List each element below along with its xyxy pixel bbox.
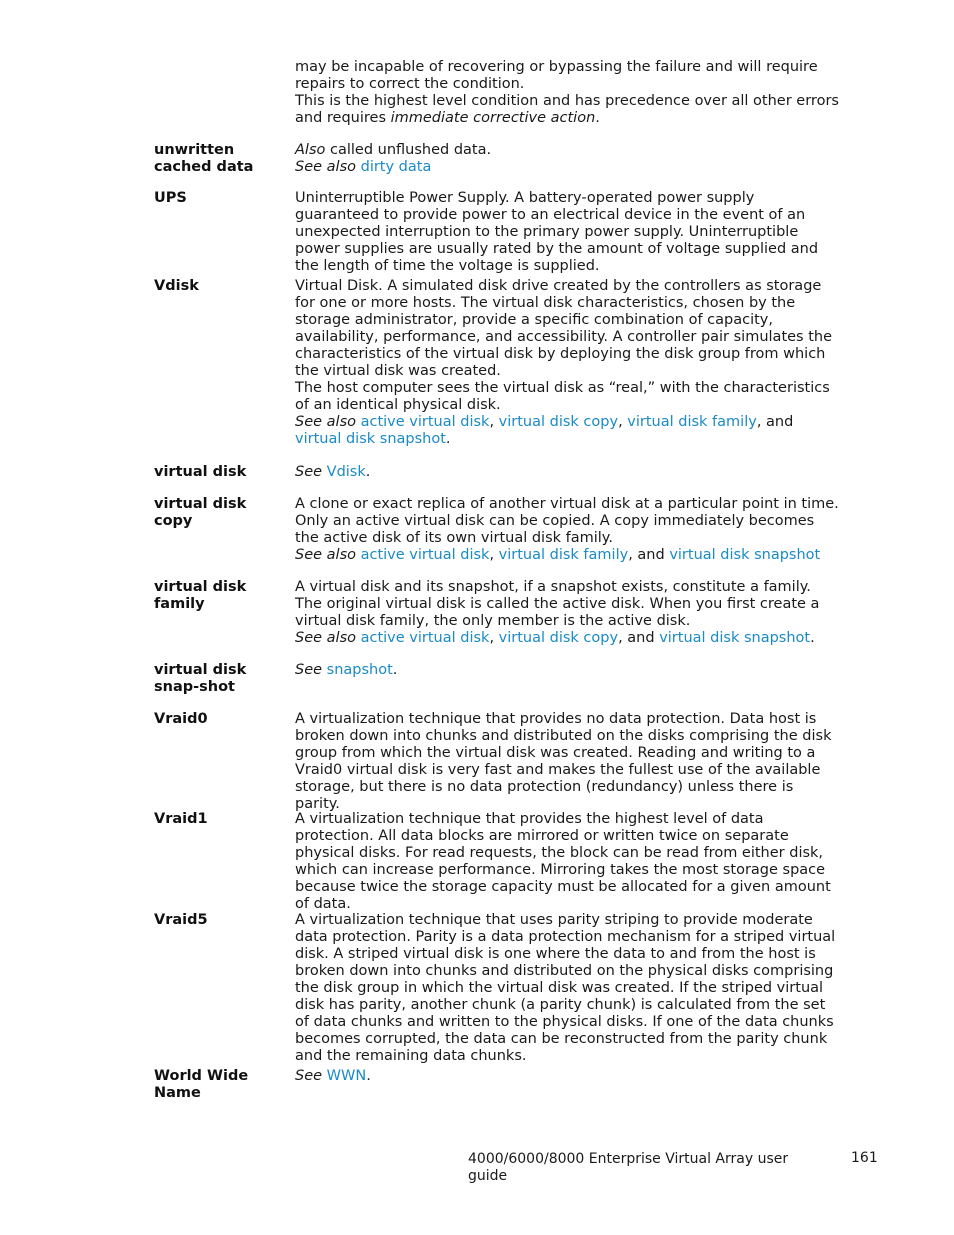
- glossary-definition: A virtualization technique that uses parity striping to provide moderate data protection. Parity is a data protection mechanism for a striped virtual disk. A striped virtual disk is one where the data to and from the host is broken down into chunks and distributed on the physical disks comprising the disk group in which the virtual disk was created. If the striped virtual disk has parity, another chunk (a parity chunk) is calculated from the set of data chunks and written to the physical disks. If one of the data chunks becomes corrupted, the data can be reconstructed from the parity chunk and the remaining data chunks.: [295, 912, 836, 1064]
- glossary-definition: A virtualization technique that provides the highest level of data protection. All data blocks are mirrored or written twice on separate physical disks. For read requests, the block can be read from either disk, which can increase performance. Mirroring takes the most storage space because twice the storage capacity must be allocated for a given amount of data.: [295, 811, 831, 912]
- glossary-term: Vraid1: [154, 811, 208, 827]
- link-active-virtual-disk[interactable]: active virtual disk: [360, 630, 490, 646]
- glossary-term: virtual disk family: [154, 579, 247, 612]
- glossary-definition: See snapshot.: [295, 662, 398, 678]
- glossary-term: Vraid0: [154, 711, 208, 727]
- glossary-definition: See WWN.: [295, 1068, 371, 1084]
- link-active-virtual-disk[interactable]: active virtual disk: [360, 547, 490, 563]
- link-snapshot[interactable]: snapshot: [326, 662, 393, 678]
- link-vdisk[interactable]: Vdisk: [326, 464, 366, 480]
- glossary-term: virtual disk copy: [154, 496, 247, 529]
- glossary-definition: A virtual disk and its snapshot, if a snapshot exists, constitute a family. The original virtual disk is called the active disk. When you first create a virtual disk family, the only member is the active disk. See also active virtual disk, virtual disk copy, and virtual disk snapshot.: [295, 579, 820, 646]
- link-dirty-data[interactable]: dirty data: [360, 159, 432, 175]
- link-virtual-disk-family[interactable]: virtual disk family: [498, 547, 629, 563]
- glossary-term: World Wide Name: [154, 1068, 249, 1101]
- link-active-virtual-disk[interactable]: active virtual disk: [360, 414, 490, 430]
- link-virtual-disk-copy[interactable]: virtual disk copy: [498, 630, 619, 646]
- page-number: 161: [851, 1150, 878, 1166]
- link-virtual-disk-copy[interactable]: virtual disk copy: [498, 414, 619, 430]
- link-virtual-disk-snapshot[interactable]: virtual disk snapshot: [659, 630, 811, 646]
- glossary-term: UPS: [154, 190, 187, 206]
- glossary-definition: Virtual Disk. A simulated disk drive created by the controllers as storage for one or more hosts. The virtual disk characteristics, chosen by the storage administrator, provide a specific combination of capacity, availability, performance, and accessibility. A controller pair simulates the characteristics of the virtual disk by deploying the disk group from which the virtual disk was created. The host computer sees the virtual disk as “real,” with the characteristics of an identical physical disk. See also active virtual disk, virtual disk copy, virtual disk family, and virtual disk snapshot.: [295, 278, 833, 447]
- glossary-term: virtual disk snap-shot: [154, 662, 247, 695]
- glossary-definition: A virtualization technique that provides no data protection. Data host is broken down into chunks and distributed on the disks comprising the disk group from which the virtual disk was created. Reading and writing to a Vraid0 virtual disk is very fast and makes the fullest use of the available storage, but there is no data protection (redundancy) unless there is parity.: [295, 711, 832, 812]
- emphasis-text: immediate corrective action: [390, 110, 596, 126]
- glossary-term: Vraid5: [154, 912, 208, 928]
- continuation-text: may be incapable of recovering or bypassing the failure and will require repairs to correct the condition.: [295, 59, 818, 92]
- footer-document-title: 4000/6000/8000 Enterprise Virtual Array user guide: [468, 1151, 789, 1184]
- link-wwn[interactable]: WWN: [326, 1068, 367, 1084]
- glossary-term: unwritten cached data: [154, 142, 254, 175]
- glossary-definition: See Vdisk.: [295, 464, 371, 480]
- link-virtual-disk-snapshot[interactable]: virtual disk snapshot: [669, 547, 821, 563]
- glossary-definition: Uninterruptible Power Supply. A battery-operated power supply guaranteed to provide power to an electrical device in the event of an unexpected interruption to the primary power supply. Uninterruptible power supplies are usually rated by the amount of voltage supplied and the length of time the voltage is supplied.: [295, 190, 819, 274]
- link-virtual-disk-family[interactable]: virtual disk family: [627, 414, 757, 430]
- continuation-text-2: This is the highest level condition and has precedence over all other errors and requires immediate corrective action.: [295, 93, 839, 126]
- glossary-term: Vdisk: [154, 278, 199, 294]
- glossary-definition: Also called unflushed data. See also dirty data: [295, 142, 492, 175]
- previous-entry-continuation: [295, 59, 840, 127]
- link-virtual-disk-snapshot[interactable]: virtual disk snapshot: [295, 431, 446, 447]
- glossary-term: virtual disk: [154, 464, 247, 480]
- glossary-definition: A clone or exact replica of another virtual disk at a particular point in time. Only an active virtual disk can be copied. A copy immediately becomes the active disk of its own virtual disk family. See also active virtual disk, virtual disk family, and virtual disk snapshot: [295, 496, 839, 563]
